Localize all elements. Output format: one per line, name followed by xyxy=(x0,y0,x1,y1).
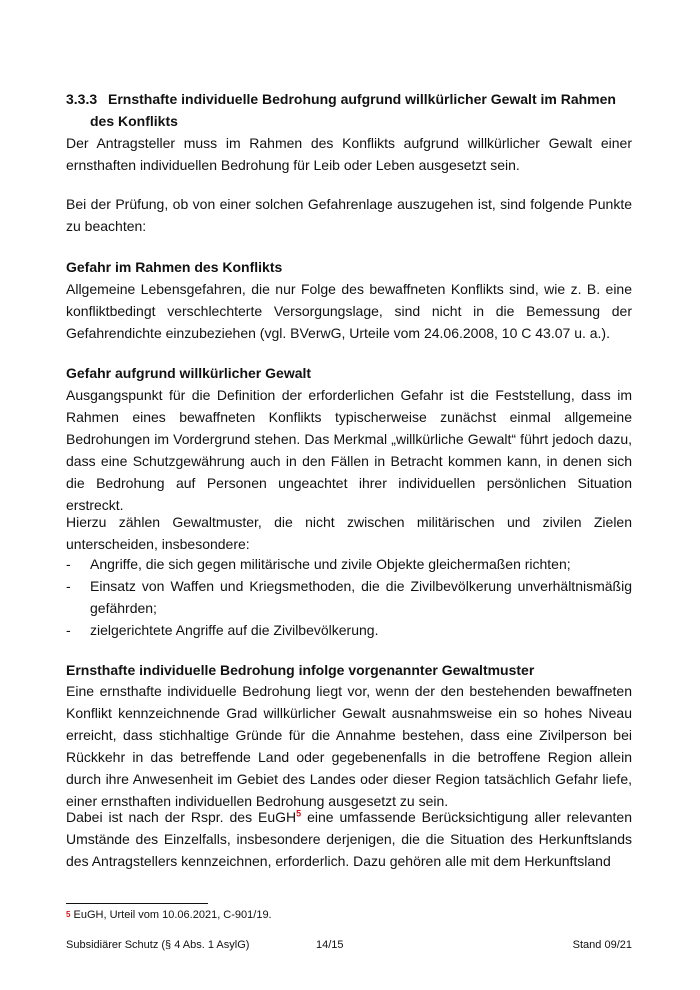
footnote-text: EuGH, Urteil vom 10.06.2021, C-901/19. xyxy=(70,909,272,921)
section-heading xyxy=(66,88,632,132)
section1-text: Allgemeine Lebensgefahren, die nur Folge des bewaffneten Konflikts sind, wie z. B. eine konfliktbedingt verschlechterte Versorgungslage, sind nicht in die Bemessung der Gefahrendichte einzubeziehen (vgl. BVerwG, Urteile vom 24.06.2008, 10 C 43.07 u. a.). xyxy=(66,281,632,341)
heading-number: 3.3.3 xyxy=(66,91,98,107)
section3-text-2: Dabei ist nach der Rspr. des EuGH$^5$ eine umfassende Berücksichtigung aller relevanten Umstände des Einzelfalls, insbesondere derjenigen, die die Situation des Herkunftslands des Antragstellers kennzeichnen, erforderlich. Dazu gehören alle mit dem Herkunftsland xyxy=(66,808,632,869)
section3-title: Ernsthafte individuelle Bedrohung infolge vorgenannter Gewaltmuster xyxy=(66,662,535,678)
section1-title: Gefahr im Rahmen des Konflikts xyxy=(66,259,283,275)
list-item: - Einsatz von Waffen und Kriegsmethoden, die die Zivilbevölkerung unverhältnismäßig gefährden; xyxy=(66,575,632,619)
dash-bullet: - xyxy=(66,556,71,572)
intro-paragraph: Der Antragsteller muss im Rahmen des Konflikts aufgrund willkürlicher Gewalt einer ernsthaften individuellen Bedrohung für Leib oder Leben ausgesetzt sein. xyxy=(66,135,632,173)
dash-bullet: - xyxy=(66,578,71,594)
footnote xyxy=(66,908,272,922)
list-item: - zielgerichtete Angriffe auf die Zivilbevölkerung. xyxy=(66,619,632,641)
heading-line-1: Ernsthafte individuelle Bedrohung aufgrund willkürlicher Gewalt im Rahmen xyxy=(108,91,616,107)
heading-line-2: des Konflikts xyxy=(90,113,178,129)
intro-paragraph-2: Bei der Prüfung, ob von einer solchen Gefahrenlage auszugehen ist, sind folgende Punkte zu beachten: xyxy=(66,196,632,234)
section3-text: Eine ernsthafte individuelle Bedrohung liegt vor, wenn der den bestehenden bewaffneten Konflikt kennzeichnende Grad willkürlicher Gewalt ausnahmsweise ein so hohes Niveau erreicht, dass stichhaltige Gründe für die Annahme bestehen, dass eine Zivilperson bei Rückkehr in das betreffende Land oder gegebenenfalls in die betroffene Region allein durch ihre Anwesenheit im Gebiet des Landes oder dieser Region tatsächlich Gefahr liefe, einer ernsthaften individuellen Bedrohung ausgesetzt zu sein. xyxy=(66,683,632,809)
footnote-divider xyxy=(66,903,208,904)
dash-bullet: - xyxy=(66,622,71,638)
footnote-reference[interactable]: 5 xyxy=(296,808,302,819)
section2-text-2: Hierzu zählen Gewaltmuster, die nicht zwischen militärischen und zivilen Zielen unterscheiden, insbesondere: xyxy=(66,514,632,552)
footer-page-number: 14/15 xyxy=(316,939,344,951)
section2-title: Gefahr aufgrund willkürlicher Gewalt xyxy=(66,365,312,381)
footer-left: Subsidiärer Schutz (§ 4 Abs. 1 AsylG) xyxy=(66,939,250,951)
violence-pattern-list xyxy=(66,553,632,641)
list-item: - Angriffe, die sich gegen militärische und zivile Objekte gleichermaßen richten; xyxy=(66,553,632,575)
footnote-mark: 5 xyxy=(66,910,71,919)
section2-text: Ausgangspunkt für die Definition der erforderlichen Gefahr ist die Feststellung, dass im Rahmen eines bewaffneten Konflikts typischerweise zunächst einmal allgemeine Bedrohungen im Vordergrund stehen. Das Merkmal „willkürliche Gewalt“ führt jedoch dazu, dass eine Schutzgewährung auch in den Fällen in Betracht kommen kann, in denen sich die Bedrohung auf Personen ungeachtet ihrer individuellen persönlichen Situation erstreckt. xyxy=(66,387,632,513)
footer-right: Stand 09/21 xyxy=(572,939,632,951)
